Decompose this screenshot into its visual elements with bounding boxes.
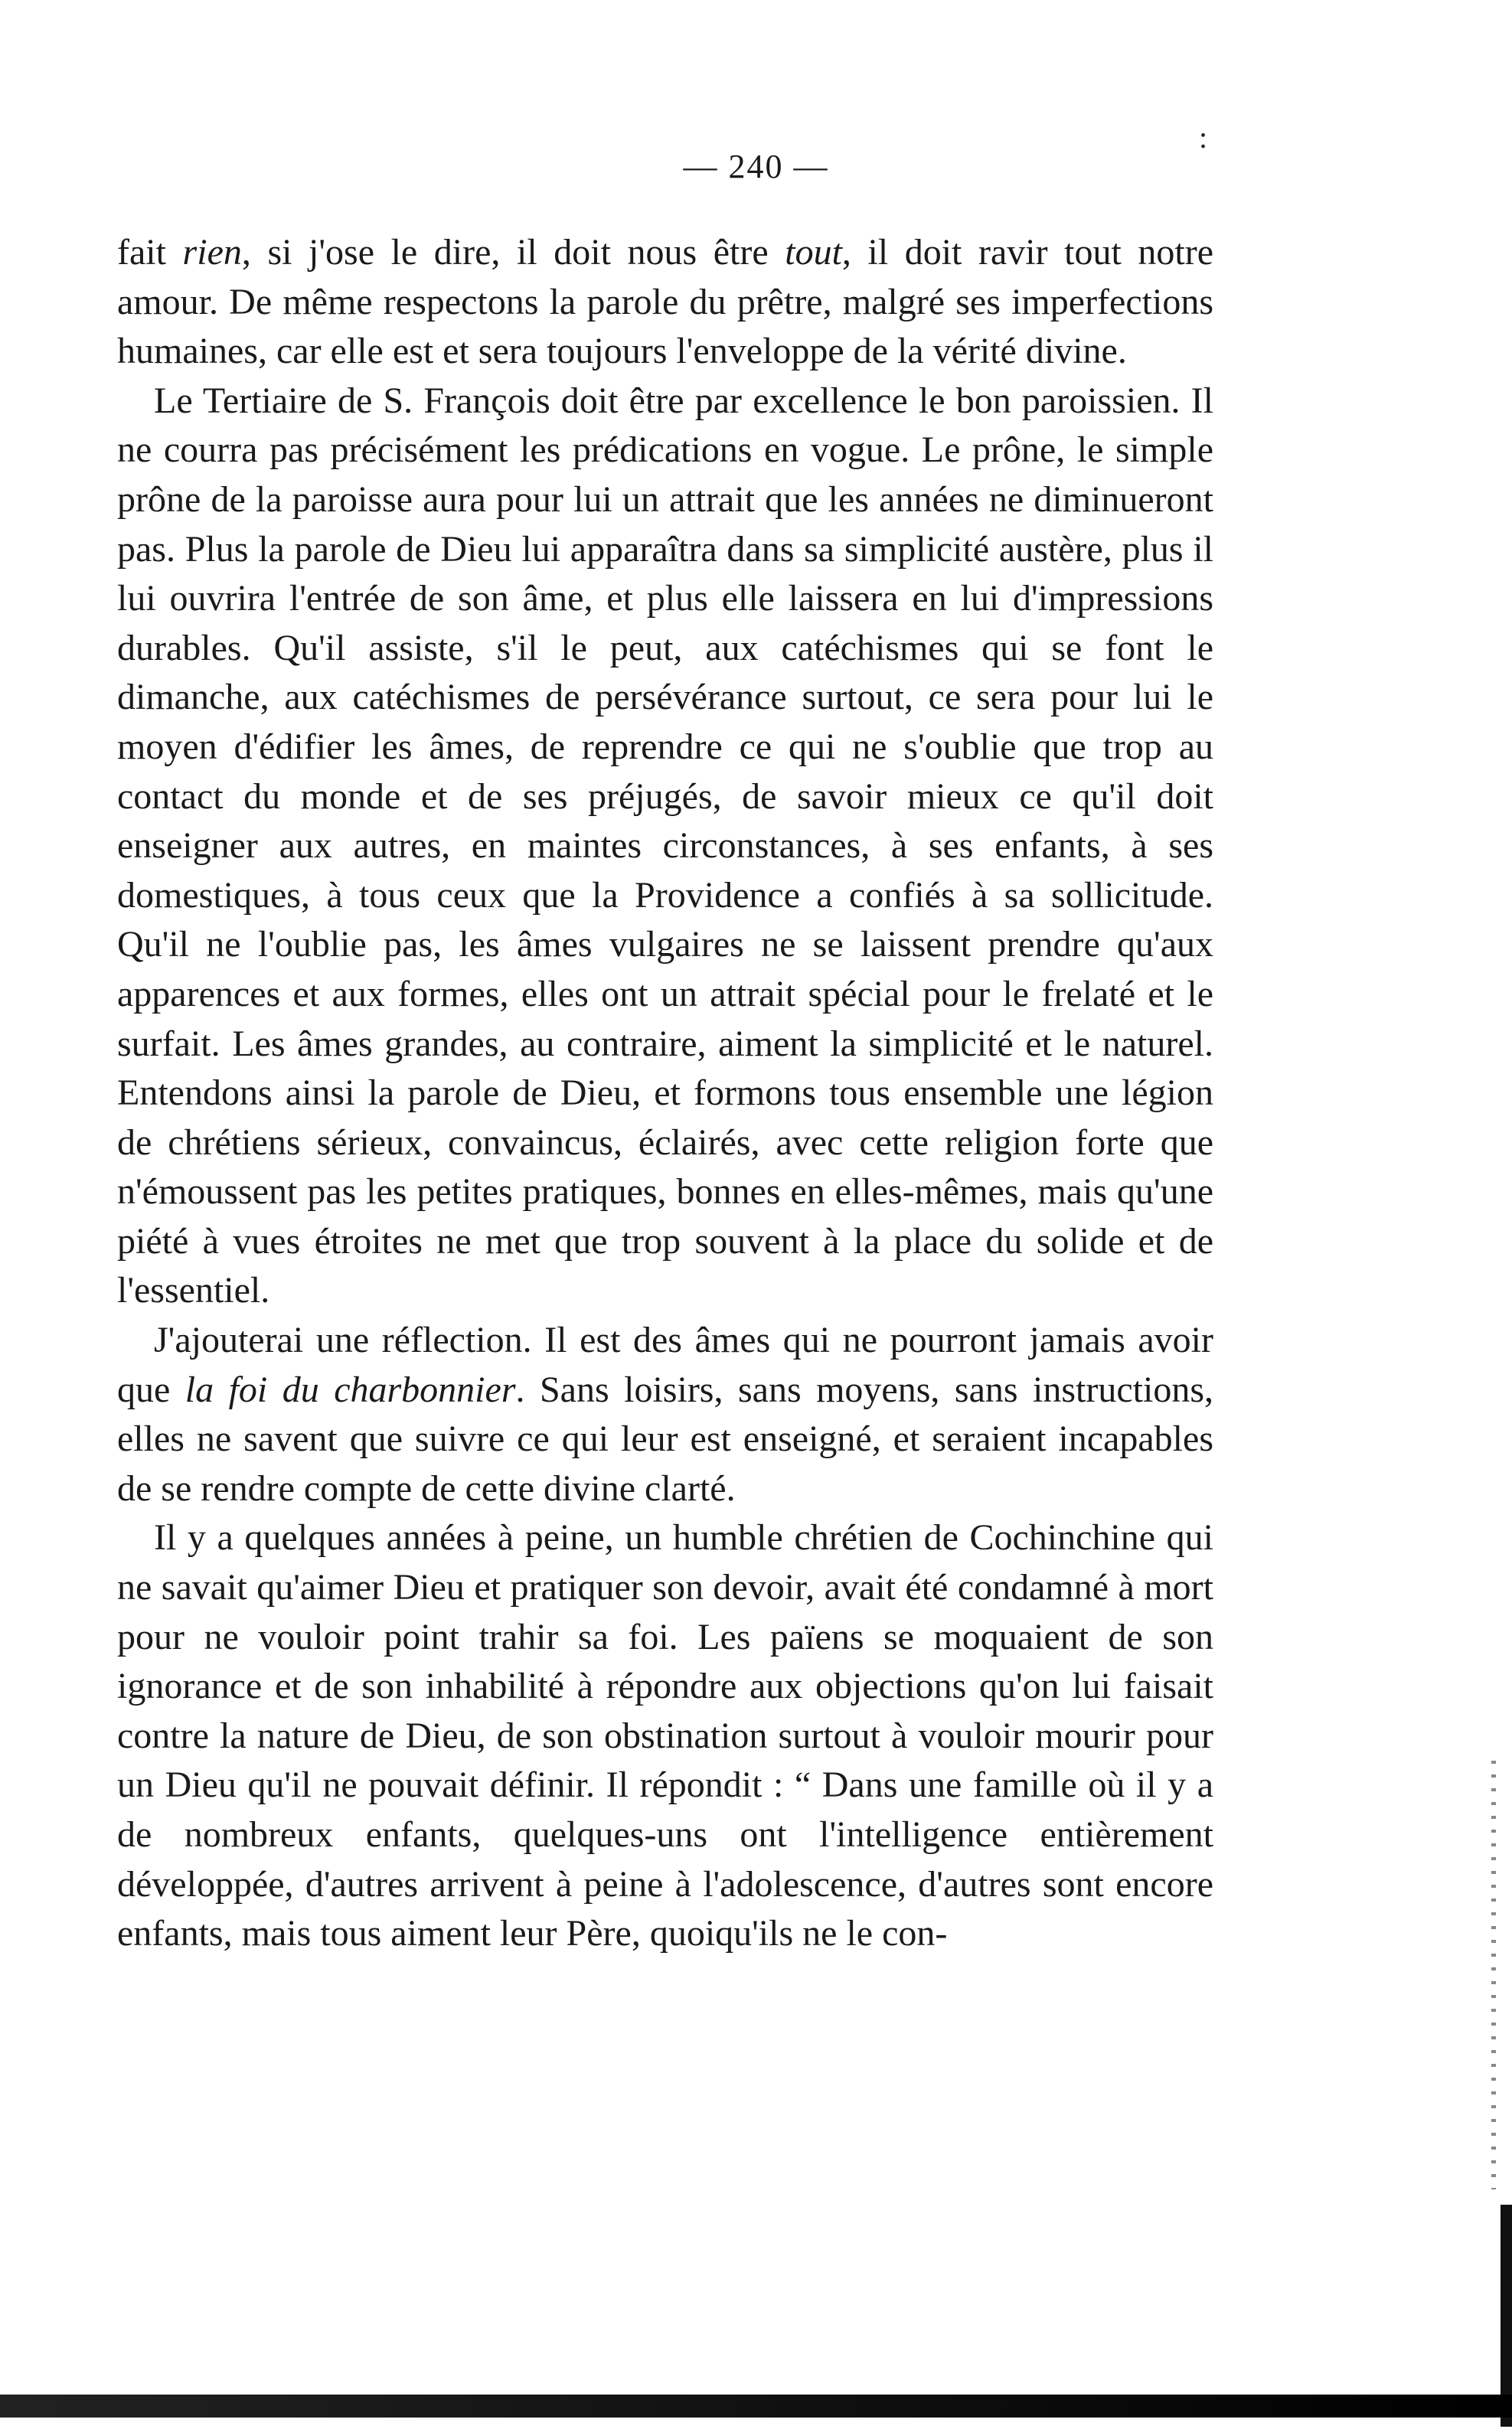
page-number: — 240 — bbox=[683, 148, 829, 185]
paragraph-4 bbox=[117, 1513, 1213, 1958]
paragraph-1-segment-5: , il doit ravir tout notre amour. De même respectons la parole du prêtre, malgré ses imperfections humaines, car elle est et sera toujours l'enveloppe de la vérité divine. bbox=[117, 232, 1214, 372]
corner-mark: : bbox=[1199, 120, 1208, 155]
paragraph-1-segment-4-italic: tout bbox=[785, 232, 842, 273]
scan-margin-noise bbox=[1491, 1761, 1496, 2189]
paragraph-3-segment-3: . Sans loisirs, sans moyens, sans instructions, elles ne savent que suivre ce qui leur est enseigné, et seraient incapables de se rendre compte de cette divine clarté. bbox=[117, 1369, 1214, 1509]
paragraph-3-segment-1: J'ajouterai une réflection. Il est des âmes qui ne pourront jamais avoir que bbox=[117, 1320, 1213, 1410]
paragraph-2 bbox=[117, 377, 1213, 1316]
paragraph-2-segment-1: Le Tertiaire de S. François doit être par excellence le bon paroissien. Il ne courra pas précisément les prédications en vogue. Le prône, le simple prône de la paroisse aura pour lui un attrait que les années ne diminueront pas. Plus la parole de Dieu lui apparaîtra dans sa simplicité austère, plus il lui ouvrira l'entrée de son âme, et plus elle laissera en lui d'impressions durables. Qu'il assiste, s'il le peut, aux catéchismes qui se font le dimanche, aux catéchismes de persévérance surtout, ce sera pour lui le moyen d'édifier les âmes, de reprendre ce qui ne s'oublie que trop au contact du monde et de ses préjugés, de savoir mieux ce qu'il doit enseigner aux autres, en maintes circonstances, à ses enfants, à ses domestiques, à tous ceux que la Providence a confiés à sa sollicitude. Qu'il ne l'oublie pas, les âmes vulgaires ne se laissent prendre qu'aux apparences et aux formes, elles ont un attrait spécial pour le frelaté et le surfait. Les âmes grandes, au contraire, aiment la simplicité et le naturel. Entendons ainsi la parole de Dieu, et formons tous ensemble une légion de chrétiens sérieux, convaincus, éclairés, avec cette religion forte que n'émoussent pas les petites pratiques, bonnes en elles-mêmes, mais qu'une piété à vues étroites ne met que trop souvent à la place du solide et de l'essentiel. bbox=[117, 380, 1213, 1311]
paragraph-1 bbox=[117, 228, 1213, 377]
paragraph-4-segment-1: Il y a quelques années à peine, un humble chrétien de Cochinchine qui ne savait qu'aimer Dieu et pratiquer son devoir, avait été condamné à mort pour ne vouloir point trahir sa foi. Les païens se moquaient de son ignorance et de son inhabilité à répondre aux objections qu'on lui faisait contre la nature de Dieu, de son obstination surtout à vouloir mourir pour un Dieu qu'il ne pouvait définir. Il répondit : “ Dans une famille où il y a de nombreux enfants, quelques-uns ont l'intelligence entièrement développée, d'autres arrivent à peine à l'adolescence, d'autres sont encore enfants, mais tous aiment leur Père, quoiqu'ils ne le con- bbox=[117, 1517, 1213, 1954]
scan-bottom-edge bbox=[0, 2395, 1512, 2418]
body-text bbox=[117, 228, 1213, 1959]
paragraph-1-segment-1: fait bbox=[117, 232, 183, 273]
paragraph-1-segment-2-italic: rien bbox=[182, 232, 242, 273]
paragraph-3-segment-2-italic: la foi du charbonnier bbox=[185, 1369, 516, 1410]
paragraph-3 bbox=[117, 1316, 1213, 1513]
scan-margin-bar bbox=[1501, 2205, 1512, 2427]
paragraph-1-segment-3: , si j'ose le dire, il doit nous être bbox=[241, 232, 785, 273]
